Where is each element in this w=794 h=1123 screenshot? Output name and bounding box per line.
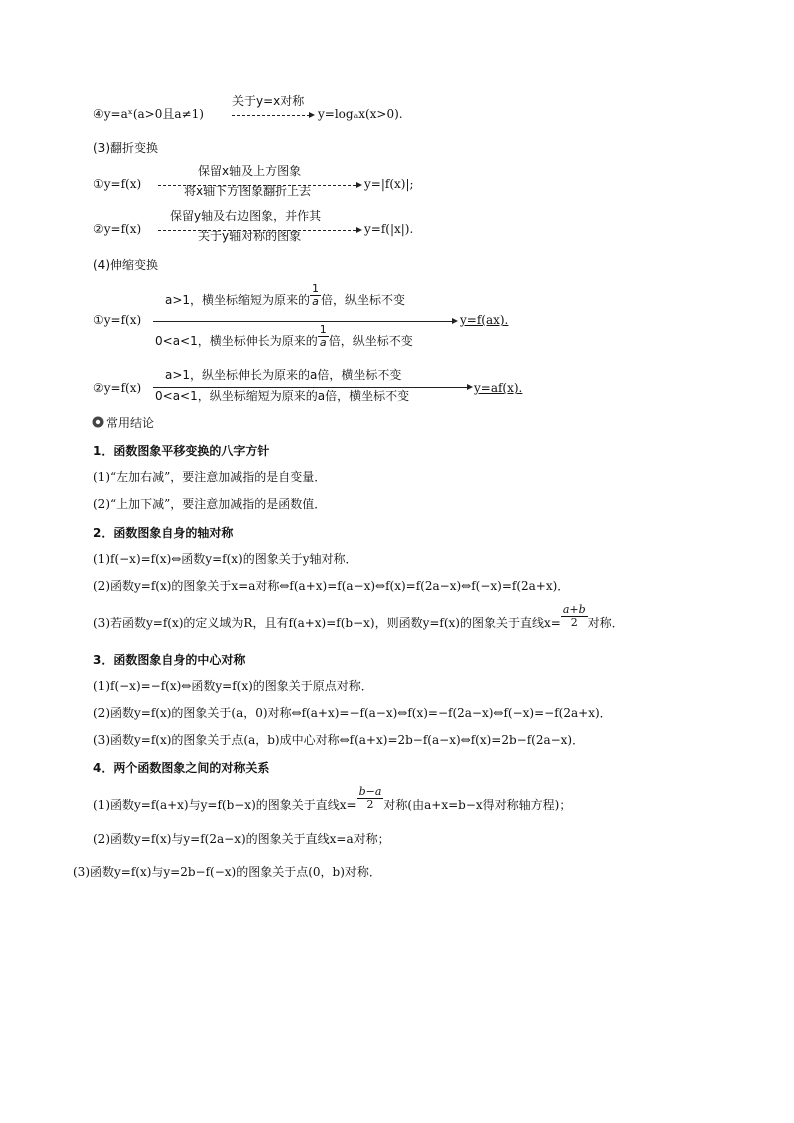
c4-line1-pre: (1)函数y=f(a+x)与y=f(b−x)的图象关于直线x=: [93, 798, 357, 812]
conclusions-title: 常用结论: [106, 416, 155, 430]
c4-line3: (3)函数y=f(x)与y=2b−f(−x)的图象关于点(0，b)对称．: [73, 865, 381, 879]
scale1-bottom: [155, 323, 413, 349]
c2-line1: (1)f(−x)=f(x)⇔函数y=f(x)的图象关于y轴对称．: [93, 552, 358, 566]
fold2-rhs: y=f(|x|).: [364, 222, 414, 236]
scale2-arrow: [153, 387, 468, 388]
c1-line1: (1)“左加右减”，要注意加减指的是自变量．: [93, 470, 327, 484]
c4-line1-frac: [357, 786, 384, 811]
c4-line1-post: 对称(由a+x=b−x得对称轴方程)；: [383, 798, 572, 812]
c1-title: 1．函数图象平移变换的八字方针: [93, 444, 270, 458]
scale1-lhs: ①y=f(x): [93, 313, 142, 327]
scale2-lhs: ②y=f(x): [93, 381, 142, 395]
c2-line3-pre: (3)若函数y=f(x)的定义域为R，且有f(a+x)=f(b−x)，则函数y=f(x)的图象关于直线x=: [93, 616, 561, 630]
scale2-bottom: 0<a<1，纵坐标缩短为原来的a倍，横坐标不变: [155, 389, 410, 403]
section-scale-heading: (4)伸缩变换: [93, 258, 158, 272]
c3-line2: (2)函数y=f(x)的图象关于(a，0)对称⇔f(a+x)=−f(a−x)⇔f(x)=−f(2a−x)⇔f(−x)=−f(2a+x)．: [93, 706, 612, 720]
item4-lhs: ④y=aˣ(a>0且a≠1): [93, 107, 204, 121]
scale2-arrow-head-icon: [467, 384, 473, 390]
scale1-bottom-frac-num: 1: [319, 323, 327, 336]
c2-line3-post: 对称．: [587, 616, 624, 630]
scale1-top: [165, 282, 406, 308]
c1-line2: (2)“上加下减”，要注意加减指的是函数值．: [93, 497, 327, 511]
fold2-bottom: 关于y轴对称的图象: [198, 229, 302, 243]
scale1-bottom-post: 倍，纵坐标不变: [328, 334, 413, 348]
item4-arrow-head-icon: [309, 112, 315, 118]
fold1-bottom: 将x轴下方图象翻折上去: [184, 184, 312, 198]
section-fold-heading: (3)翻折变换: [93, 141, 158, 155]
scale1-arrow-head-icon: [452, 318, 458, 324]
c4-line1-frac-den: 2: [357, 798, 384, 811]
c3-line3: (3)函数y=f(x)的图象关于点(a，b)成中心对称⇔f(a+x)=2b−f(a−x)⇔f(x)=2b−f(2a−x)．: [93, 733, 585, 747]
c3-line1: (1)f(−x)=−f(x)⇔函数y=f(x)的图象关于原点对称．: [93, 679, 373, 693]
c4-line1: [93, 785, 572, 813]
scale1-bottom-frac: [318, 324, 329, 349]
item4-rhs: y=logₐx(x>0).: [318, 107, 403, 121]
scale1-top-post: 倍，纵坐标不变: [321, 293, 406, 307]
fold1-top: 保留x轴及上方图象: [198, 164, 302, 178]
scale2-rhs: y=af(x).: [474, 381, 523, 395]
c4-title: 4．两个函数图象之间的对称关系: [93, 761, 270, 775]
scale1-rhs: y=f(ax).: [460, 313, 509, 327]
c3-title: 3．函数图象自身的中心对称: [93, 653, 246, 667]
fold2-top: 保留y轴及右边图象，并作其: [170, 209, 322, 223]
scale1-arrow: [153, 321, 453, 322]
c2-line3-frac-den: 2: [561, 616, 588, 629]
c2-line3-frac: [561, 604, 588, 629]
c2-line3: [93, 603, 624, 631]
c2-line3-frac-num: a+b: [562, 603, 586, 616]
item4-arrow: [232, 115, 310, 116]
scale1-top-frac-num: 1: [312, 282, 320, 295]
c2-line2: (2)函数y=f(x)的图象关于x=a对称⇔f(a+x)=f(a−x)⇔f(x)=f(2a−x)⇔f(−x)=f(2a+x)．: [93, 579, 570, 593]
scale2-top: a>1，纵坐标伸长为原来的a倍，横坐标不变: [165, 368, 402, 382]
fold1-lhs: ①y=f(x): [93, 177, 142, 191]
fold1-rhs: y=|f(x)|;: [364, 177, 414, 191]
scale1-bottom-pre: 0<a<1，横坐标伸长为原来的: [155, 334, 318, 348]
fold1-arrow-head-icon: [356, 182, 362, 188]
item4-annotation: 关于y=x对称: [232, 94, 305, 108]
c2-title: 2．函数图象自身的轴对称: [93, 526, 234, 540]
scale1-top-pre: a>1，横坐标缩短为原来的: [165, 293, 311, 307]
scale1-top-frac: [310, 283, 321, 308]
c4-line2: (2)函数y=f(x)与y=f(2a−x)的图象关于直线x=a对称；: [93, 832, 390, 846]
fold2-lhs: ②y=f(x): [93, 222, 142, 236]
scale1-bottom-frac-den: a: [318, 336, 329, 349]
c4-line1-frac-num: b−a: [358, 785, 382, 798]
conclusions-gear-icon: [92, 416, 104, 428]
fold2-arrow-head-icon: [356, 227, 362, 233]
scale1-top-frac-den: a: [310, 295, 321, 308]
